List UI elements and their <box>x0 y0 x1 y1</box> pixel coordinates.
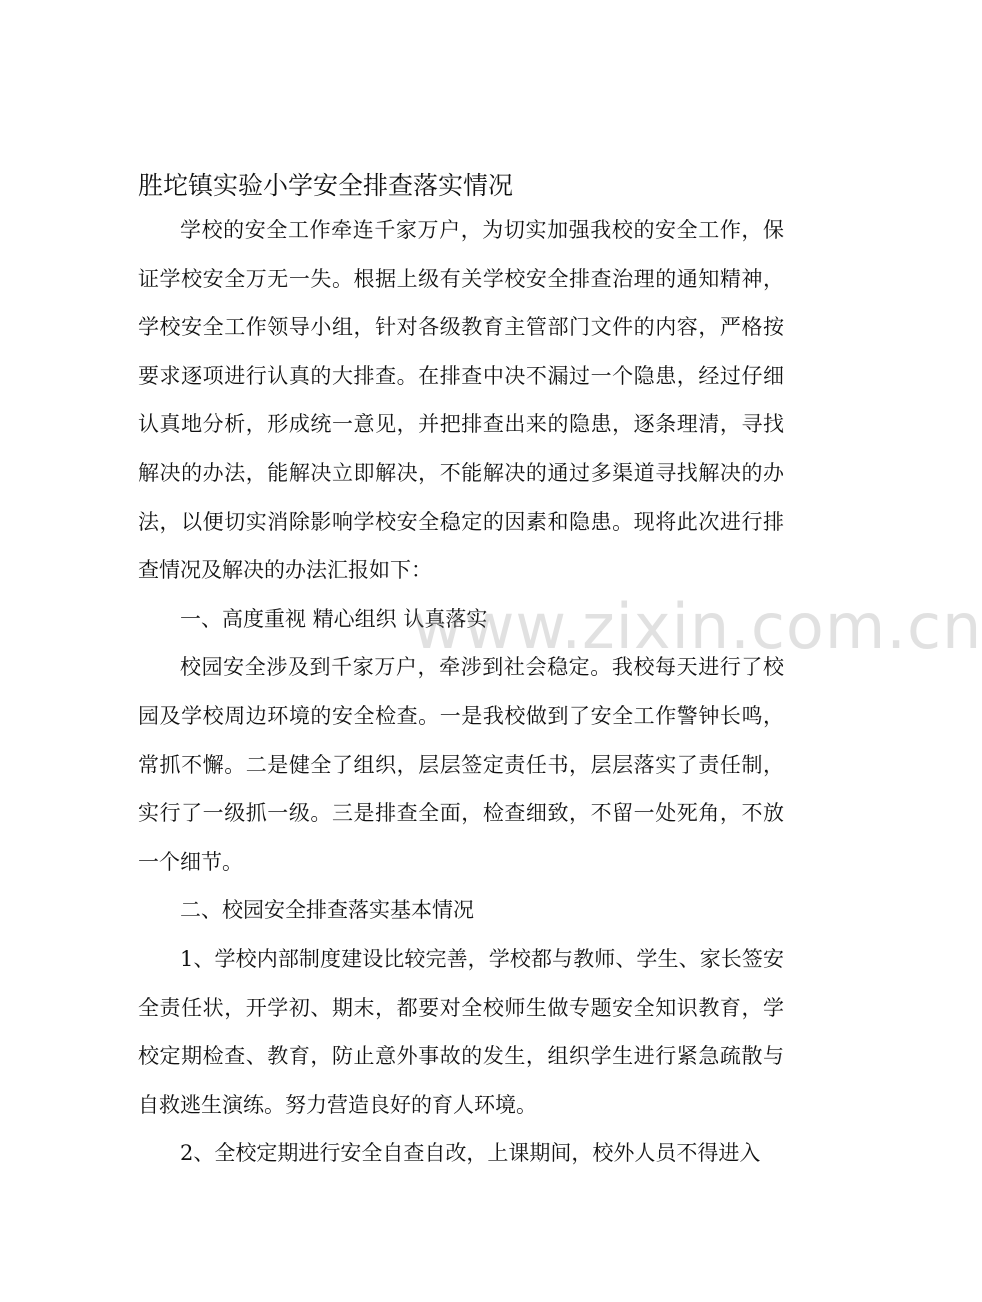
watermark: www.zixin.com.cn <box>412 590 982 663</box>
paragraph-item-1: 1、学校内部制度建设比较完善，学校都与教师、学生、家长签安全责任状，开学初、期末，都要对全校师生做专题安全知识教育，学校定期检查、教育，防止意外事故的发生，组织学生进行紧急疏散与自救逃生演练。努力营造良好的育人环境。 <box>138 946 784 1117</box>
document-title: 胜坨镇实验小学安全排查落实情况 <box>138 171 514 200</box>
section-heading-1: 一、高度重视 精心组织 认真落实 <box>180 606 488 631</box>
paragraph-section-1: 校园安全涉及到千家万户，牵涉到社会稳定。我校每天进行了校园及学校周边环境的安全检查。一是我校做到了安全工作警钟长鸣，常抓不懈。二是健全了组织，层层签定责任书，层层落实了责任制，实行了一级抓一级。三是排查全面，检查细致，不留一处死角，不放一个细节。 <box>138 655 784 874</box>
document-body <box>138 206 784 1178</box>
paragraph-item-2: 2、全校定期进行安全自查自改，上课期间，校外人员不得进入 <box>180 1141 761 1166</box>
section-heading-2: 二、校园安全排查落实基本情况 <box>180 898 474 923</box>
paragraph-intro: 学校的安全工作牵连千家万户，为切实加强我校的安全工作，保证学校安全万无一失。根据上级有关学校安全排查治理的通知精神，学校安全工作领导小组，针对各级教育主管部门文件的内容，严格按要求逐项进行认真的大排查。在排查中决不漏过一个隐患，经过仔细认真地分析，形成统一意见，并把排查出来的隐患，逐条理清，寻找解决的办法，能解决立即解决，不能解决的通过多渠道寻找解决的办法，以便切实消除影响学校安全稳定的因素和隐患。现将此次进行排查情况及解决的办法汇报如下： <box>138 218 784 583</box>
